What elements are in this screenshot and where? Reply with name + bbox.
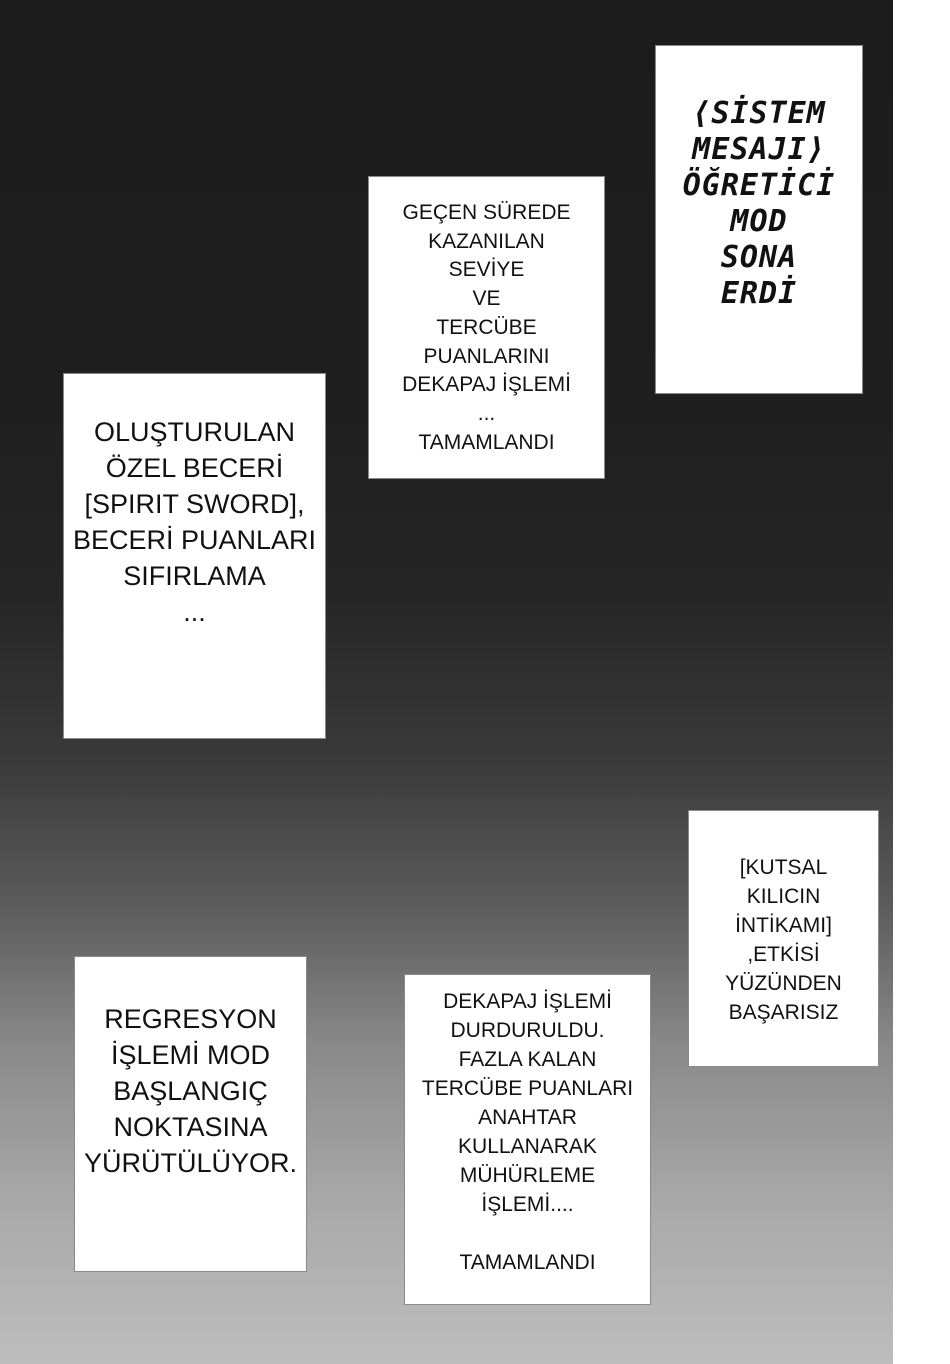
decapping-halted-message-text: DEKAPAJ İŞLEMİ DURDURULDU. FAZLA KALAN TERCÜBE PUANLARI ANAHTAR KULLANARAK MÜHÜRLEME İŞLEMİ.... TAMAMLANDI [421, 990, 634, 1274]
regression-message-box [74, 956, 307, 1272]
system-message-box [655, 45, 863, 394]
holy-sword-message-text: [KUTSAL KILICIN İNTİKAMI] ,ETKİSİ YÜZÜNDEN BAŞARISIZ [725, 856, 842, 1024]
decapping-message-box [368, 176, 605, 479]
system-message-text: ⟨SİSTEM MESAJI⟩ ÖĞRETİCİ MOD SONA ERDİ [682, 96, 836, 311]
holy-sword-message-box [688, 810, 879, 1067]
skill-reset-message-text: OLUŞTURULAN ÖZEL BECERİ [SPIRIT SWORD], BECERİ PUANLARI SIFIRLAMA ... [72, 417, 317, 627]
regression-message-text: REGRESYON İŞLEMİ MOD BAŞLANGIÇ NOKTASINA YÜRÜTÜLÜYOR. [83, 1004, 298, 1178]
decapping-halted-message-box [404, 974, 651, 1305]
page-margin [893, 0, 950, 1364]
skill-reset-message-box [63, 373, 326, 739]
decapping-message-text: GEÇEN SÜREDE KAZANILAN SEVİYE VE TERCÜBE PUANLARINI DEKAPAJ İŞLEMİ ... TAMAMLANDI [402, 201, 571, 454]
